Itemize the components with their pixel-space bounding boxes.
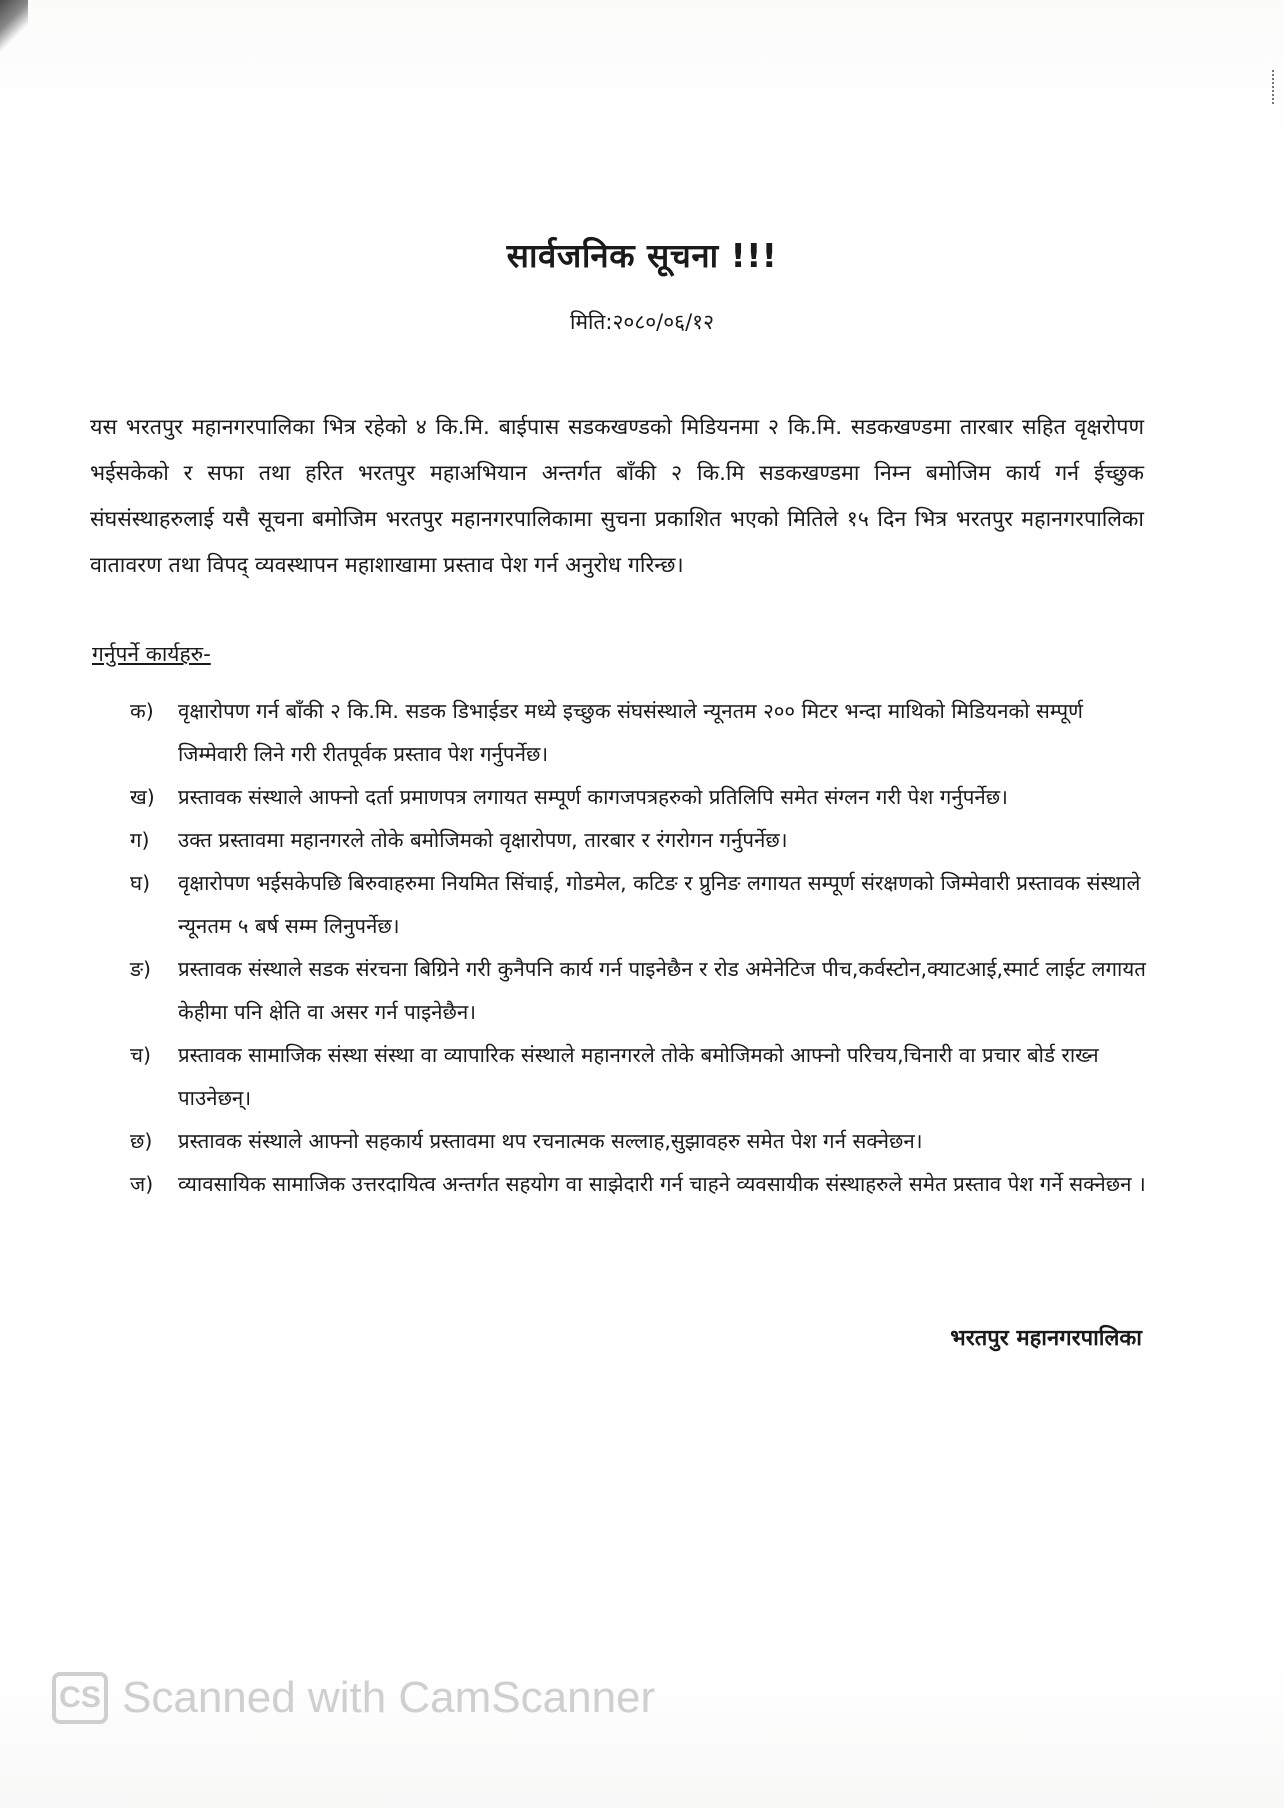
list-item-text: उक्त प्रस्तावमा महानगरले तोके बमोजिमको वृक्षारोपण, तारबार र रंगरोगन गर्नुपर्नेछ। [178, 828, 788, 852]
notice-intro-paragraph: यस भरतपुर महानगरपालिका भित्र रहेको ४ कि.मि. बाईपास सडकखण्डको मिडियनमा २ कि.मि. सडकखण्डमा तारबार सहित वृक्षरोपण भईसकेको र सफा तथा हरित भरतपुर महाअभियान अन्तर्गत बाँकी २ कि.मि सडकखण्डमा निम्न बमोजिम कार्य गर्न ईच्छुक संघसंस्थाहरुलाई यसै सूचना बमोजिम भरतपुर महानगरपालिकामा सुचना प्रकाशित भएको मितिले १५ दिन भित्र भरतपुर महानगरपालिका वातावरण तथा विपद् व्यवस्थापन महाशाखामा प्रस्ताव पेश गर्न अनुरोध गरिन्छ। [90, 415, 1144, 578]
notice-title: सार्वजनिक सूचना !!! [506, 236, 778, 275]
list-item [130, 948, 1150, 1034]
list-item-text: वृक्षारोपण गर्न बाँकी २ कि.मि. सडक डिभाईडर मध्ये इच्छुक संघसंस्थाले न्यूनतम २०० मिटर भन्दा माथिको मिडियनको सम्पूर्ण जिम्मेवारी लिने गरी रीतपूर्वक प्रस्ताव पेश गर्नुपर्नेछ। [178, 699, 1083, 766]
list-item [130, 776, 1150, 819]
list-item [130, 862, 1150, 948]
list-marker: च) [130, 1043, 152, 1067]
issuer-signature: भरतपुर महानगरपालिका [950, 1326, 1142, 1351]
list-item [130, 1163, 1150, 1206]
camscanner-logo-icon: CS [52, 1672, 108, 1724]
watermark-text: Scanned with CamScanner [122, 1673, 656, 1722]
list-marker: ज) [130, 1172, 154, 1196]
list-item [130, 690, 1150, 776]
list-marker: ग) [130, 828, 150, 852]
page-fold-shadow [0, 0, 28, 60]
list-item-text: प्रस्तावक संस्थाले आफ्नो सहकार्य प्रस्तावमा थप रचनात्मक सल्लाह,सुझावहरु समेत पेश गर्न सक्नेछन। [178, 1129, 923, 1153]
list-marker: क) [130, 699, 154, 723]
list-item-text: प्रस्तावक सामाजिक संस्था संस्था वा व्यापारिक संस्थाले महानगरले तोके बमोजिमको आफ्नो परिचय,चिनारी वा प्रचार बोर्ड राख्न पाउनेछन्। [178, 1043, 1099, 1110]
list-marker: ख) [130, 785, 155, 809]
list-marker: छ) [130, 1129, 153, 1153]
list-marker: ङ) [130, 957, 152, 981]
list-item [130, 1120, 1150, 1163]
notice-date: मिति:२०८०/०६/१२ [570, 310, 714, 334]
staple-mark [1272, 70, 1280, 104]
list-marker: घ) [130, 871, 151, 895]
list-item-text: प्रस्तावक संस्थाले सडक संरचना बिग्रिने गरी कुनैपनि कार्य गर्न पाइनेछैन र रोड अमेनेटिज पीच,कर्वस्टोन,क्याटआई,स्मार्ट लाईट लगायत केहीमा पनि क्षेति वा असर गर्न पाइनेछैन। [178, 957, 1146, 1024]
list-item [130, 819, 1150, 862]
list-item [130, 1034, 1150, 1120]
list-item-text: प्रस्तावक संस्थाले आफ्नो दर्ता प्रमाणपत्र लगायत सम्पूर्ण कागजपत्रहरुको प्रतिलिपि समेत संग्लन गरी पेश गर्नुपर्नेछ। [178, 785, 1008, 809]
tasks-heading: गर्नुपर्ने कार्यहरु- [92, 642, 211, 666]
list-item-text: व्यावसायिक सामाजिक उत्तरदायित्व अन्तर्गत सहयोग वा साझेदारी गर्न चाहने व्यवसायीक संस्थाहरुले समेत प्रस्ताव पेश गर्ने सक्नेछन । [178, 1172, 1146, 1196]
camscanner-watermark [52, 1672, 655, 1724]
list-item-text: वृक्षारोपण भईसकेपछि बिरुवाहरुमा नियमित सिंचाई, गोडमेल, कटिङ र प्रुनिङ लगायत सम्पूर्ण संरक्षणको जिम्मेवारी प्रस्तावक संस्थाले न्यूनतम ५ बर्ष सम्म लिनुपर्नेछ। [178, 871, 1141, 938]
tasks-list [130, 690, 1150, 1206]
